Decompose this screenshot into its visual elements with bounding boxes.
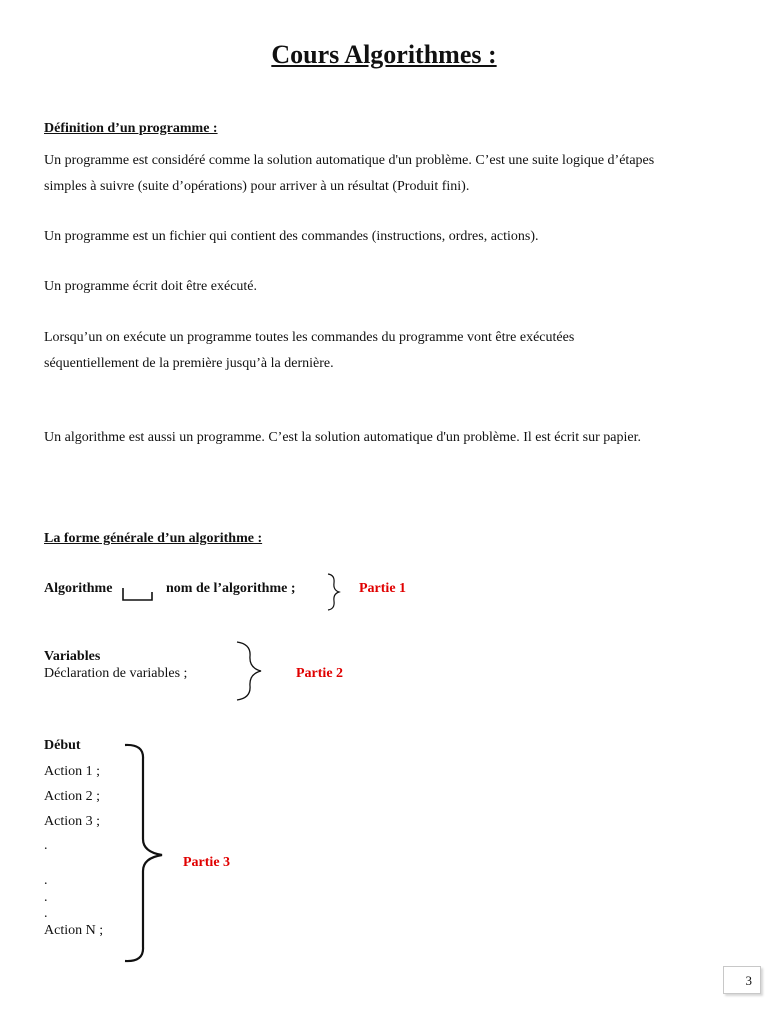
- variables-keyword: Variables: [44, 649, 101, 664]
- ellipsis-dot-4: .: [44, 906, 48, 921]
- action-n: Action N ;: [44, 923, 104, 938]
- paragraph-5-line-1: Un algorithme est aussi un programme. C’est la solution automatique d'un problème. Il est écrit sur papier.: [44, 430, 641, 445]
- page-title: Cours Algorithmes :: [271, 40, 497, 69]
- paragraph-2-line-1: Un programme est un fichier qui contient des commandes (instructions, ordres, actions).: [44, 229, 539, 244]
- right-brace-icon: [234, 640, 264, 702]
- paragraph-3-line-1: Un programme écrit doit être exécuté.: [44, 279, 258, 294]
- right-brace-icon: [325, 573, 341, 611]
- algorithme-keyword: Algorithme: [44, 581, 113, 596]
- action-2: Action 2 ;: [44, 789, 100, 804]
- ellipsis-dot-1: .: [44, 838, 48, 853]
- space-bracket-icon: [120, 585, 156, 605]
- action-3: Action 3 ;: [44, 814, 100, 829]
- partie-2-label: Partie 2: [296, 666, 344, 681]
- forme-heading: La forme générale d’un algorithme :: [44, 531, 263, 546]
- ellipsis-dot-2: .: [44, 873, 48, 888]
- paragraph-4: [44, 325, 574, 377]
- variables-declaration: Déclaration de variables ;: [44, 666, 188, 681]
- action-1: Action 1 ;: [44, 764, 100, 779]
- paragraph-2: [44, 224, 539, 250]
- definition-heading: Définition d’un programme :: [44, 121, 218, 136]
- paragraph-3: [44, 274, 257, 300]
- paragraph-5: [44, 425, 641, 451]
- page-number: 3: [723, 966, 761, 994]
- debut-keyword: Début: [44, 738, 81, 753]
- paragraph-4-line-2: séquentiellement de la première jusqu’à la dernière.: [44, 356, 334, 371]
- paragraph-4-line-1: Lorsqu’un on exécute un programme toutes les commandes du programme vont être exécutées: [44, 330, 575, 345]
- paragraph-1-line-2: simples à suivre (suite d’opérations) pour arriver à un résultat (Produit fini).: [44, 179, 470, 194]
- right-brace-icon: [122, 741, 166, 965]
- paragraph-1-line-1: Un programme est considéré comme la solution automatique d'un problème. C’est une suite logique d’étapes: [44, 153, 655, 168]
- ellipsis-dot-3: .: [44, 890, 48, 905]
- partie-3-label: Partie 3: [183, 855, 231, 870]
- paragraph-1: [44, 148, 654, 200]
- partie-1-label: Partie 1: [359, 581, 407, 596]
- algorithme-name: nom de l’algorithme ;: [166, 581, 296, 596]
